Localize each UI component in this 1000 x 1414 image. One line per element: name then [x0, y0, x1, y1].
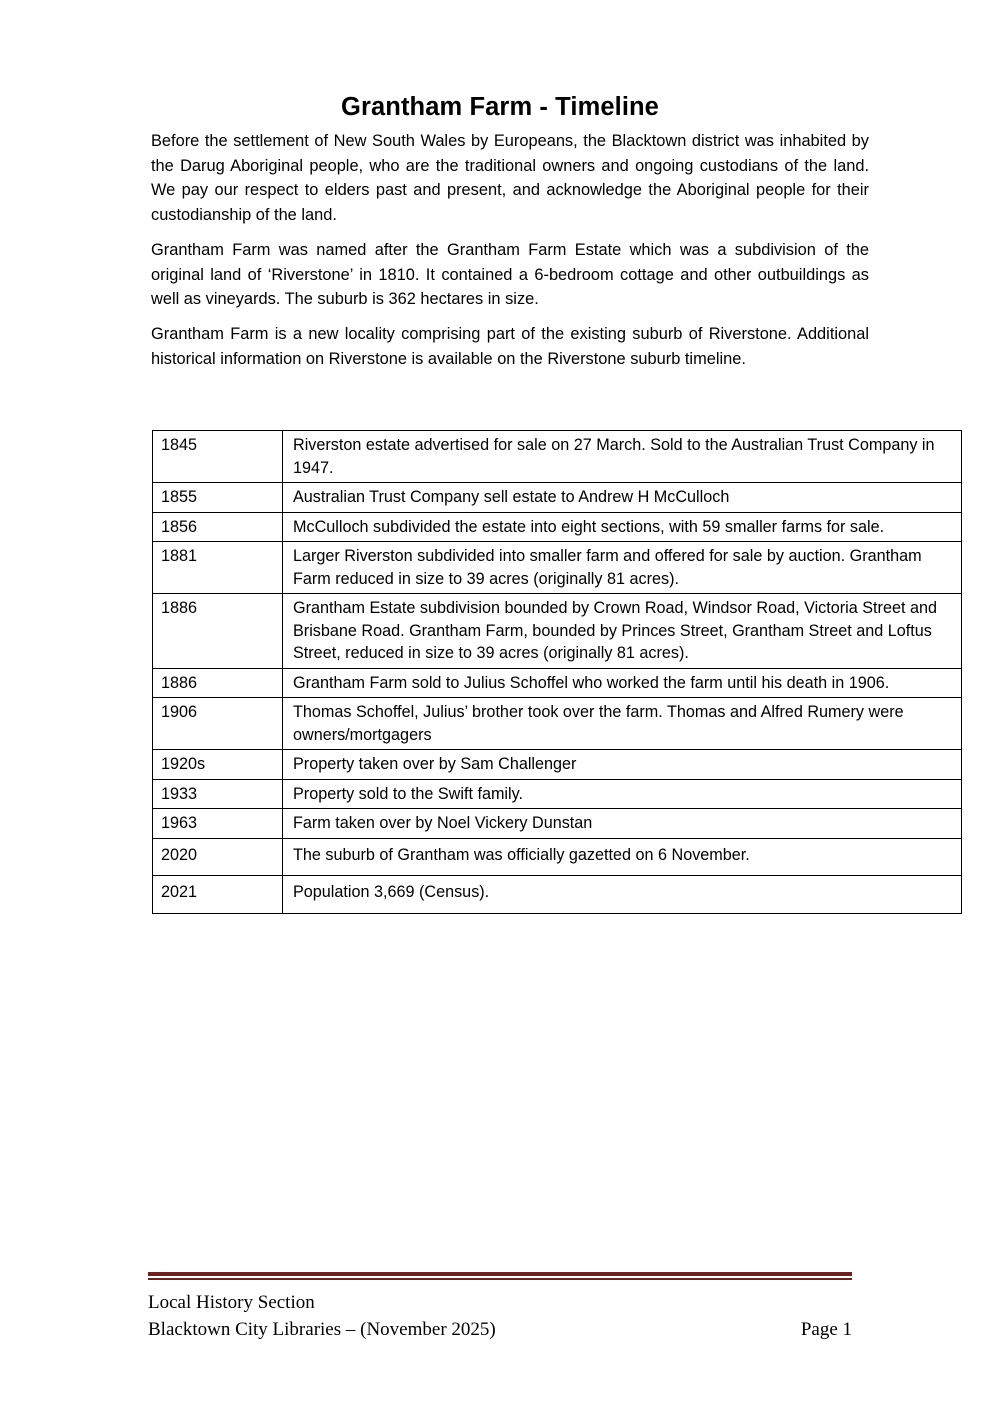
page-footer — [148, 1272, 852, 1343]
table-row — [153, 698, 962, 750]
paragraph-text: Grantham Farm was named after the Grantham Farm Estate which was a subdivision of the original land of ‘Riverstone’ in 1810. It contained a 6-bedroom cottage and other outbuildings as well as vineyards. The suburb is 362 hectares in size. — [151, 241, 869, 309]
timeline-event-cell: Grantham Farm sold to Julius Schoffel who worked the farm until his death in 1906. — [283, 668, 962, 698]
timeline-table — [152, 430, 962, 914]
timeline-event-cell: McCulloch subdivided the estate into eight sections, with 59 smaller farms for sale. — [283, 512, 962, 542]
timeline-event-cell: Grantham Estate subdivision bounded by Crown Road, Windsor Road, Victoria Street and Brisbane Road. Grantham Farm, bounded by Princes Street, Grantham Street and Loftus Street, reduced in size to 39 acres (originally 81 acres). — [283, 594, 962, 669]
footer-section-label: Local History Section — [148, 1292, 315, 1313]
table-row — [153, 512, 962, 542]
timeline-table-container — [152, 430, 937, 914]
paragraph-text: Grantham Farm is a new locality comprising part of the existing suburb of Riverstone. Additional historical information on Riverstone is available on the Riverstone suburb timeline. — [151, 325, 869, 368]
table-row — [153, 750, 962, 780]
timeline-year-cell: 1881 — [153, 542, 283, 594]
table-row — [153, 809, 962, 839]
timeline-year-cell: 1920s — [153, 750, 283, 780]
page-title: Grantham Farm - Timeline — [341, 93, 659, 122]
paragraph-text: Before the settlement of New South Wales by Europeans, the Blacktown district was inhabited by the Darug Aboriginal people, who are the traditional owners and ongoing custodians of the land. We pay our respect to elders past and present, and acknowledge the Aboriginal people for their custodianship of the land. — [151, 132, 869, 224]
timeline-event-cell: Thomas Schoffel, Julius’ brother took over the farm. Thomas and Alfred Rumery were owners/mortgagers — [283, 698, 962, 750]
timeline-year-cell: 2021 — [153, 876, 283, 914]
timeline-event-cell: Property sold to the Swift family. — [283, 779, 962, 809]
table-row — [153, 838, 962, 876]
footer-organisation-label: Blacktown City Libraries – (November 2025) — [148, 1319, 496, 1340]
timeline-year-cell: 1906 — [153, 698, 283, 750]
timeline-year-cell: 1886 — [153, 668, 283, 698]
table-row — [153, 542, 962, 594]
timeline-year-cell: 1845 — [153, 431, 283, 483]
timeline-event-cell: Australian Trust Company sell estate to Andrew H McCulloch — [283, 483, 962, 513]
timeline-event-cell: The suburb of Grantham was officially gazetted on 6 November. — [283, 838, 962, 876]
timeline-table-body — [153, 431, 962, 914]
intro-paragraph-acknowledgement — [151, 129, 869, 227]
table-row — [153, 876, 962, 914]
page-number: Page 1 — [800, 1319, 852, 1340]
table-row — [153, 668, 962, 698]
table-row — [153, 594, 962, 669]
timeline-event-cell: Larger Riverston subdivided into smaller farm and offered for sale by auction. Grantham Farm reduced in size to 39 acres (originally 81 acres). — [283, 542, 962, 594]
intro-paragraph-locality — [151, 322, 869, 371]
timeline-event-cell: Property taken over by Sam Challenger — [283, 750, 962, 780]
timeline-event-cell: Riverston estate advertised for sale on 27 March. Sold to the Australian Trust Company in 1947. — [283, 431, 962, 483]
timeline-event-cell: Farm taken over by Noel Vickery Dunstan — [283, 809, 962, 839]
timeline-year-cell: 1886 — [153, 594, 283, 669]
table-row — [153, 431, 962, 483]
timeline-year-cell: 1856 — [153, 512, 283, 542]
timeline-year-cell: 1855 — [153, 483, 283, 513]
footer-text-block — [148, 1289, 852, 1343]
timeline-event-cell: Population 3,669 (Census). — [283, 876, 962, 914]
timeline-year-cell: 1963 — [153, 809, 283, 839]
timeline-year-cell: 1933 — [153, 779, 283, 809]
table-row — [153, 779, 962, 809]
timeline-year-cell: 2020 — [153, 838, 283, 876]
table-row — [153, 483, 962, 513]
footer-rule-thin — [148, 1278, 852, 1280]
intro-paragraph-estate-history — [151, 238, 869, 312]
